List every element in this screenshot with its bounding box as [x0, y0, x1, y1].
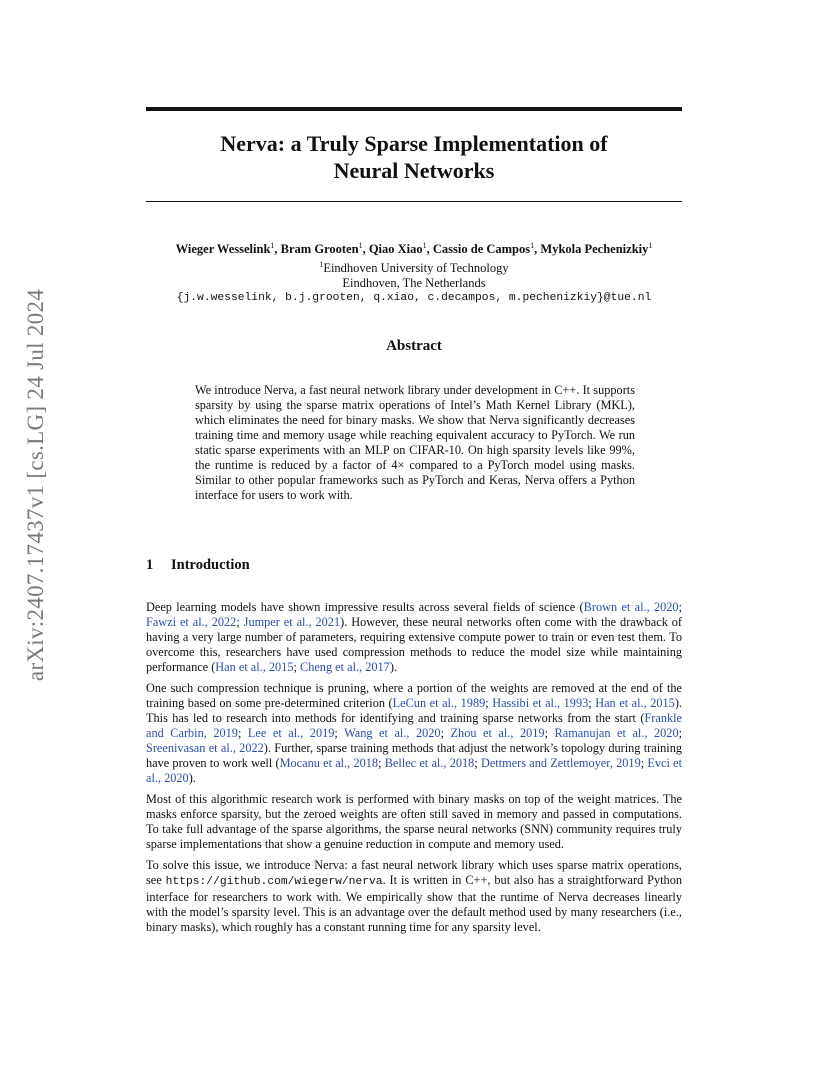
affiliation-name: Eindhoven University of Technology	[323, 261, 509, 276]
intro-paragraph	[146, 681, 682, 786]
paragraph-text: ;	[588, 696, 596, 710]
citation-link[interactable]: Mocanu et al., 2018	[279, 756, 379, 770]
affiliation-location: Eindhoven, The Netherlands	[342, 276, 486, 291]
section-number: 1	[146, 557, 154, 573]
title-bottom-rule	[146, 201, 682, 202]
section-title: Introduction	[171, 557, 250, 573]
citation-link[interactable]: Sreenivasan et al., 2022	[146, 741, 264, 755]
paragraph-text: ;	[334, 726, 345, 740]
citation-link[interactable]: Bellec et al., 2018	[384, 756, 475, 770]
author-block	[120, 238, 708, 306]
author-list: Wieger Wesselink$^1$, Bram Grooten$^1$, Qiao Xiao$^1$, Cassio de Campos$^1$, Mykola Pechenizkiy$^1$	[175, 241, 653, 257]
citation-link[interactable]: Hassibi et al., 1993	[492, 696, 589, 710]
author-name: Bram Grooten	[280, 242, 359, 257]
citation-link[interactable]: Brown et al., 2020	[583, 600, 679, 614]
citation-link[interactable]: Han et al., 2015	[215, 660, 294, 674]
author-name: Mykola Pechenizkiy	[540, 242, 649, 257]
citation-link[interactable]: Ramanujan et al., 2020	[554, 726, 679, 740]
author-affiliation-mark: 1	[422, 241, 427, 250]
arxiv-identifier[interactable]: arXiv:2407.17437v1 [cs.LG] 24 Jul 2024	[23, 288, 48, 682]
citation-link[interactable]: Frankle and Carbin, 2019	[146, 711, 682, 740]
paragraph-text: ).	[188, 771, 196, 785]
paragraph-text: ;	[678, 726, 683, 740]
citation-link[interactable]: Fawzi et al., 2022	[146, 615, 237, 629]
paragraph-text: . It is written in C++, but also has a straightforward Python interface for researchers to work with. We empirically show that the runtime of Nerva decreases linearly with the model’s sparsity level. This is an advantage over the default method used by many researchers (i.e., binary masks), which roughly has a constant running time for any sparsity level.	[146, 873, 683, 934]
citation-link[interactable]: Cheng et al., 2017	[300, 660, 390, 674]
paragraph-text: To solve this issue, we introduce Nerva: a fast neural network library which uses sparse matrix operations, see	[146, 858, 682, 887]
paper-title	[146, 130, 682, 184]
citation-link[interactable]: Lee et al., 2019	[247, 726, 335, 740]
citation-link[interactable]: Jumper et al., 2021	[243, 615, 341, 629]
affiliation-mark: 1	[319, 260, 324, 270]
intro-paragraph	[146, 858, 682, 935]
author-affiliation-mark: 1	[358, 241, 363, 250]
intro-paragraph	[146, 600, 682, 675]
citation-link[interactable]: Dettmers and Zettlemoyer, 2019	[480, 756, 641, 770]
citation-link[interactable]: Zhou et al., 2019	[450, 726, 545, 740]
author-affiliation-mark: 1	[270, 241, 275, 250]
author-name: Wieger Wesselink	[175, 242, 271, 257]
paragraph-text: ). This has led to research into methods for identifying and training sparse networks from the start (	[146, 696, 683, 725]
paragraph-text: ;	[678, 600, 682, 614]
arxiv-sidebar	[19, 288, 53, 682]
intro-paragraph	[146, 792, 682, 852]
paragraph-text: ;	[544, 726, 555, 740]
paragraph-text: ).	[389, 660, 397, 674]
paragraph-text: Most of this algorithmic research work is performed with binary masks on top of the weight matrices. The masks enforce sparsity, but the zeroed weights are often still saved in memory and passed in computations. To take full advantage of the sparse algorithms, the sparse neural networks (SNN) community requires truly sparse implementations that show a genuine reduction in compute and memory used.	[146, 792, 682, 851]
paragraph-text: ;	[474, 756, 481, 770]
citation-link[interactable]: Evci et al., 2020	[146, 756, 683, 785]
paper-title-line-1: Nerva: a Truly Sparse Implementation of	[220, 131, 608, 156]
paragraph-text: ;	[440, 726, 451, 740]
abstract-heading: Abstract	[386, 338, 442, 354]
paragraph-text: ;	[485, 696, 493, 710]
citation-link[interactable]: LeCun et al., 1989	[392, 696, 486, 710]
citation-link[interactable]: Wang et al., 2020	[344, 726, 441, 740]
abstract-text: We introduce Nerva, a fast neural network library under development in C++. It supports sparsity by using the sparse matrix operations of Intel’s Math Kernel Library (MKL), which eliminates the need for binary masks. We show that Nerva significantly decreases training time and memory usage while reaching equivalent accuracy to PyTorch. We run static sparse experiments with an MLP on CIFAR-10. On high sparsity levels like 99%, the runtime is reduced by a factor of 4× compared to a PyTorch model using masks. Similar to other popular frameworks such as PyTorch and Keras, Nerva offers a Python interface for users to work with.	[195, 383, 635, 502]
paragraph-text: ). However, these neural networks often come with the drawback of having a very large number of parameters, requiring extensive compute power to train or even test them. To overcome this, researchers have used compression methods to reduce the model size while maintaining performance (	[146, 615, 683, 674]
paragraph-text: ;	[378, 756, 385, 770]
paragraph-text: ). Further, sparse training methods that adjust the network’s topology during training have proven to work well (	[146, 741, 682, 770]
paragraph-text: ;	[293, 660, 300, 674]
author-name: Cassio de Campos	[432, 242, 531, 257]
author-emails[interactable]: {j.w.wesselink, b.j.grooten, q.xiao, c.decampos, m.pechenizkiy}@tue.nl	[176, 292, 652, 305]
title-top-rule	[146, 107, 682, 111]
citation-link[interactable]: Han et al., 2015	[595, 696, 675, 710]
author-name: Qiao Xiao	[368, 242, 423, 257]
paragraph-text: Deep learning models have shown impressive results across several fields of science (	[146, 600, 584, 614]
repository-url-link[interactable]: https://github.com/wiegerw/nerva	[165, 876, 383, 888]
paragraph-text: ;	[640, 756, 648, 770]
paragraph-text: ;	[236, 615, 244, 629]
author-affiliation-mark: 1	[530, 241, 535, 250]
paper-title-line-2: Neural Networks	[333, 158, 495, 183]
section-heading	[146, 557, 682, 574]
paragraph-text: One such compression technique is pruning, where a portion of the weights are removed at the end of the training based on some pre-determined criterion (	[146, 681, 682, 710]
introduction-body	[146, 600, 682, 941]
author-affiliation-mark: 1	[648, 241, 653, 250]
paragraph-text: ;	[237, 726, 248, 740]
affiliation	[120, 257, 708, 276]
